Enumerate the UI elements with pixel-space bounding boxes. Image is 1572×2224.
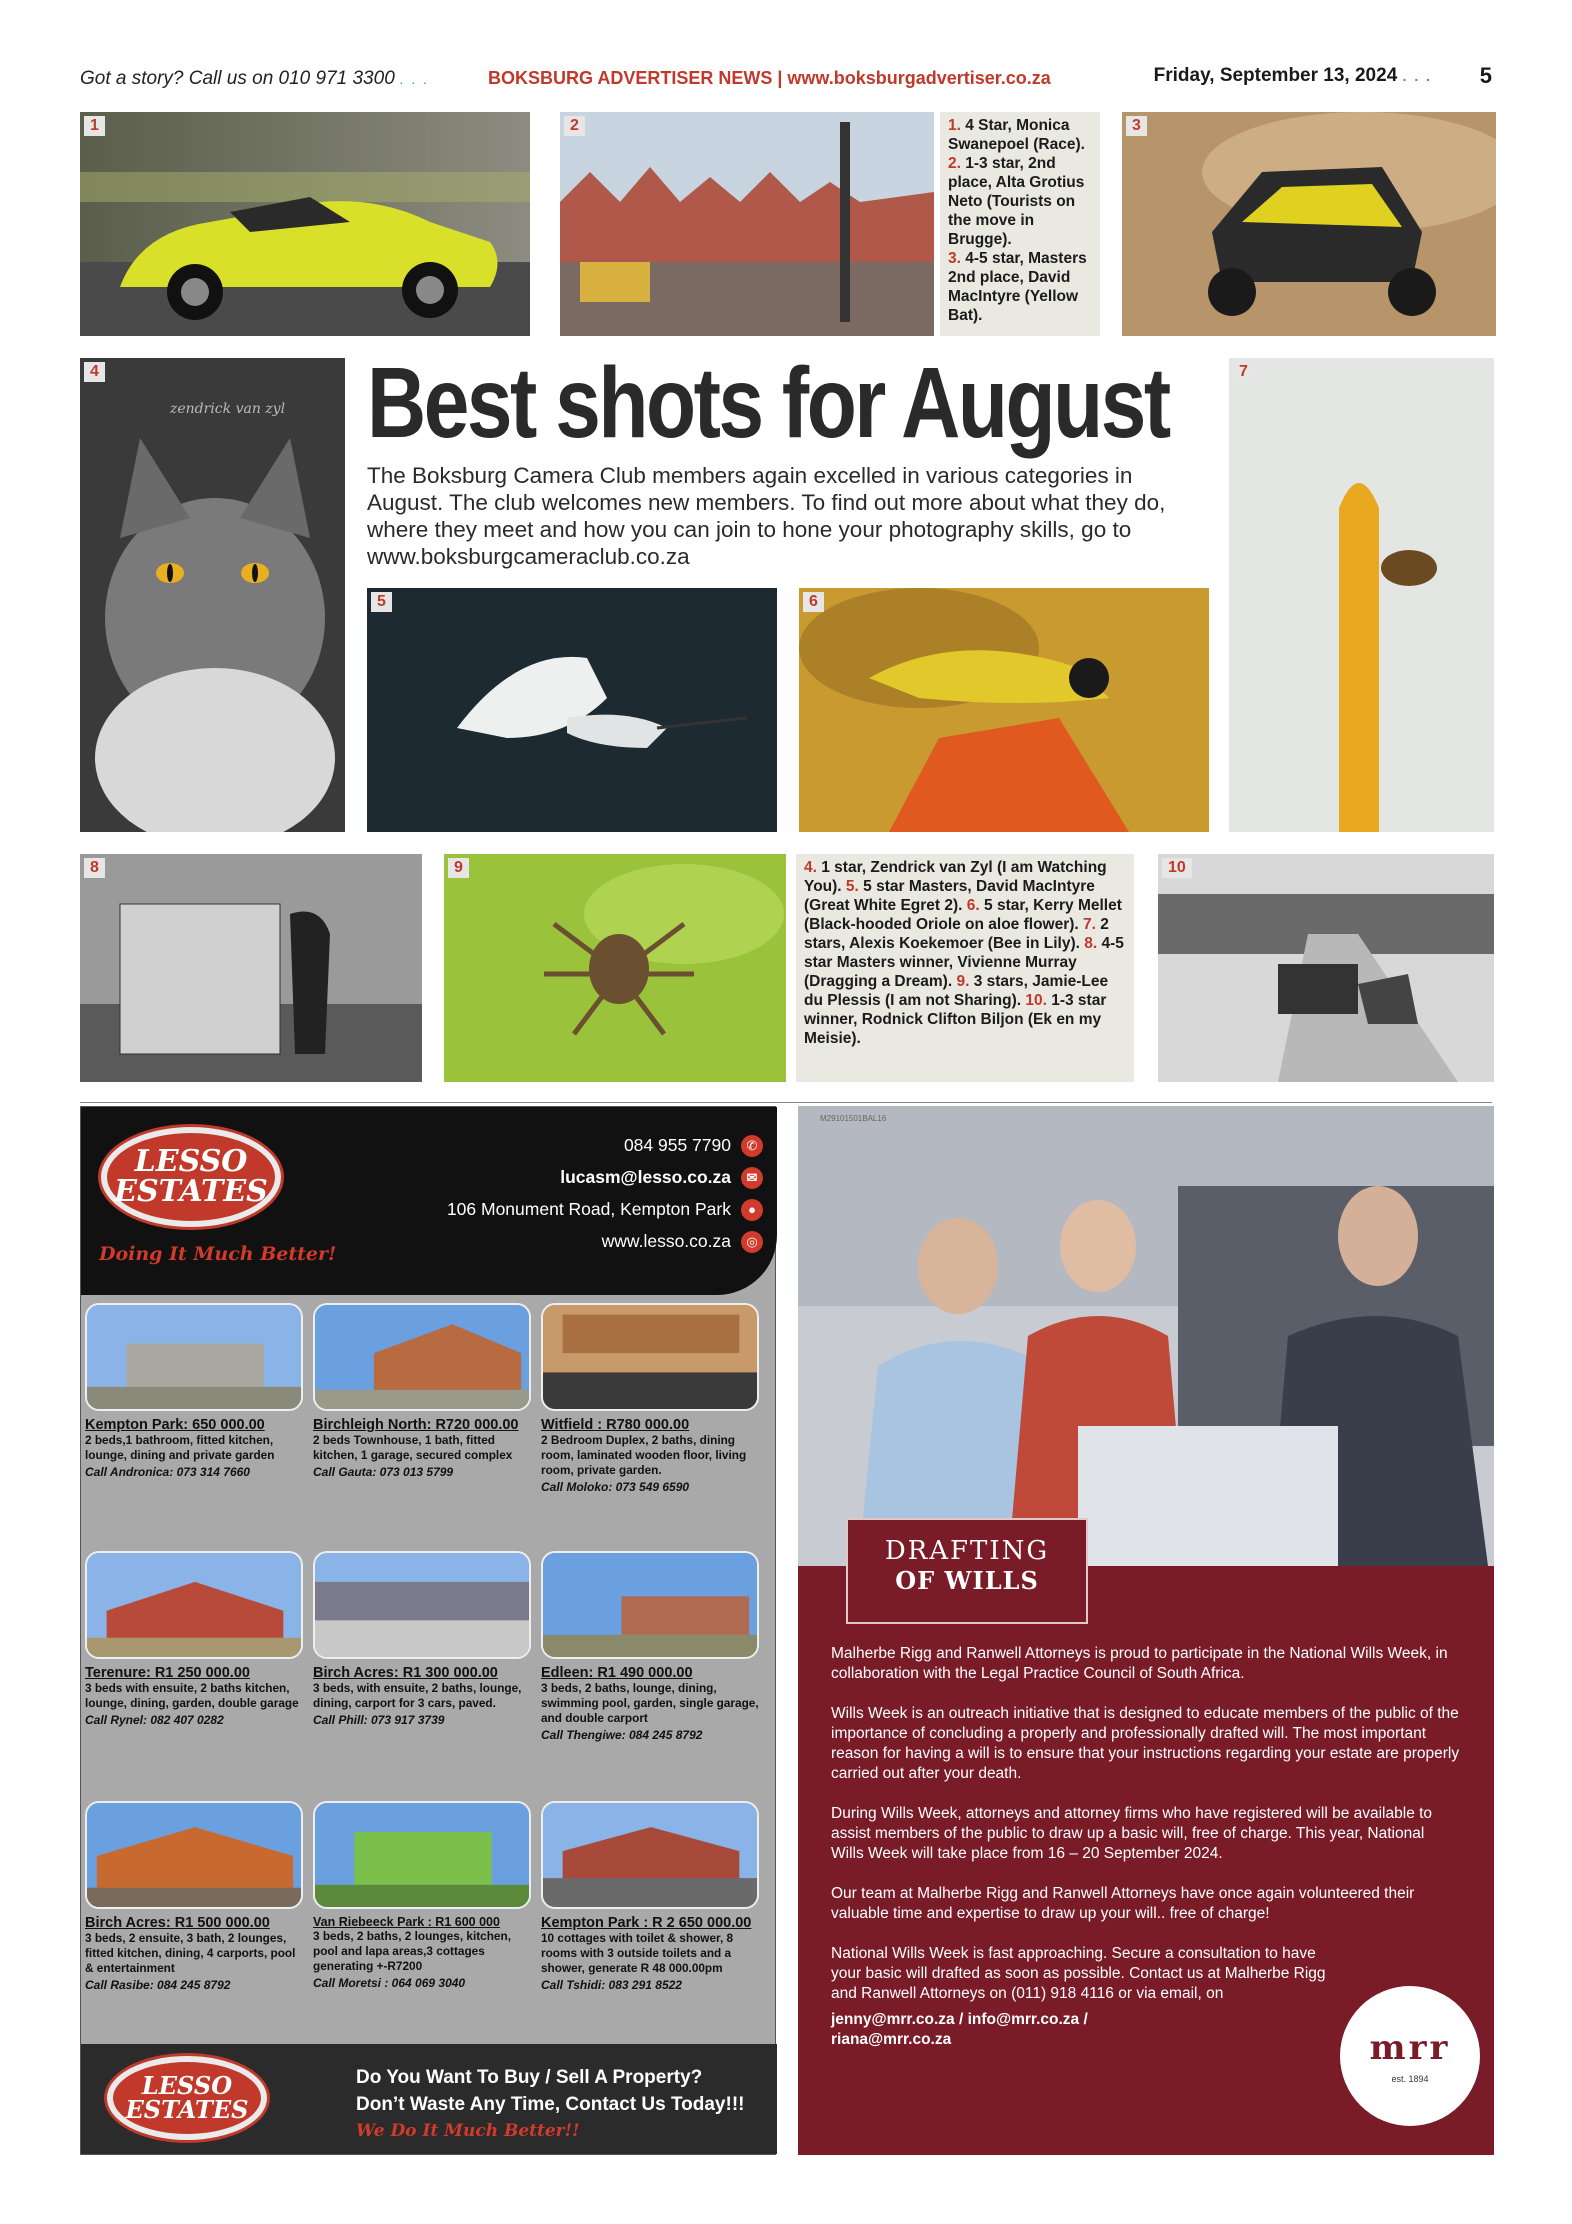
photo-number: 10 [1162,858,1192,878]
photo-oriole [799,588,1209,832]
property-photo [541,1303,759,1411]
photo-yellow-bat [1122,112,1496,336]
photo-bee-lily [1229,358,1494,832]
lesso-ad-header [81,1107,777,1295]
lesso-ad-footer [81,2044,777,2154]
wills-ad-body: Malherbe Rigg and Ranwell Attorneys is proud to participate in the National Wills Week, in collaboration with the Legal Practice Council of South Africa. Wills Week is an outreach initiative that is designed to educate members of the public of the importance of concluding a properly and professionally drafted will. The most important reason for having a will is to ensure that your instructions regarding your estate are properly carried out after your death. During Wills Week, attorneys and attorney firms who have registered will be available to assist members of the public to draw up a basic will, free of charge. This year, National Wills Week will take place from 16 – 20 September 2024. Our team at Malherbe Rigg and Ranwell Attorneys have once again volunteered their valuable time and expertise to draw up your will.. free of charge! National Wills Week is fast approaching. Secure a consultation to have your basic will drafted as soon as possible. Contact us at Malherbe Rigg and Ranwell Attorneys on (011) 918 4116 or via email, on jenny@mrr.co.za / info@mrr.co.za / riana@mrr.co.za [831,1645,1460,2048]
page-number: 5 [1479,63,1492,88]
property-listing[interactable]: Birch Acres: R1 300 000.00 3 beds, with ensuite, 2 baths, lounge, dining, carport for 3 cars, paved. Call Phill: 073 917 3739 [313,1551,535,1727]
drafting-wills-title: DRAFTING OF WILLS [846,1518,1088,1624]
issue-date: Friday, September 13, 2024 . . . [1153,65,1432,86]
photo-number: 7 [1233,362,1254,382]
property-listing[interactable]: Kempton Park: 650 000.00 2 beds,1 bathroom, fitted kitchen, lounge, dining and private garden Call Andronica: 073 314 7660 [85,1303,307,1479]
photo-race-car [80,112,530,336]
article-headline: Best shots for August [367,347,1169,459]
photo-cat [80,358,345,832]
property-listing[interactable]: Edleen: R1 490 000.00 3 beds, 2 baths, lounge, dining, swimming pool, garden, single garage, and double carport Call Thengiwe: 084 245 8792 [541,1551,763,1742]
property-photo [313,1303,531,1411]
lesso-logo: LESSO ESTATES [101,1127,281,1227]
property-photo [541,1551,759,1659]
photo-donkey-cart [1158,854,1494,1082]
photo-number: 3 [1126,116,1147,136]
photo-watermark: zendrick van zyl [170,401,286,417]
caption-top: 1. 4 Star, Monica Swanepoel (Race). 2. 1-3 star, 2nd place, Alta Grotius Neto (Tourists on the move in Brugge). 3. 4-5 star, Masters 2nd place, David MacIntyre (Yellow Bat). [940,112,1100,336]
section-divider [80,1102,1492,1103]
property-listing[interactable]: Witfield : R780 000.00 2 Bedroom Duplex, 2 baths, dining room, laminated wooden floor, living room, private garden. Call Moloko: 073 549 6590 [541,1303,763,1494]
lesso-estates-ad [80,1106,776,2155]
caption-bottom: 4. 1 star, Zendrick van Zyl (I am Watching You). 5. 5 star Masters, David MacIntyre (Great White Egret 2). 6. 5 star, Kerry Mellet (Black-hooded Oriole on aloe flower). 7. 2 stars, Alexis Koekemoer (Bee in Lily). 8. 4-5 star Masters winner, Vivienne Murray (Dragging a Dream). 9. 3 stars, Jamie-Lee du Plessis (I am not Sharing). 10. 1-3 star winner, Rodnick Clifton Biljon (Ek en my Meisie). [796,854,1134,1082]
photo-egret [367,588,777,832]
property-photo [85,1551,303,1659]
story-tagline: Got a story? Call us on 010 971 3300 . . . [80,68,430,89]
page-header [80,60,1492,100]
property-photo [541,1801,759,1909]
property-photo [313,1801,531,1909]
photo-number: 5 [371,592,392,612]
photo-spider [444,854,786,1082]
mail-icon: ✉ [741,1167,763,1189]
lesso-call-to-action: Do You Want To Buy / Sell A Property? Don’t Waste Any Time, Contact Us Today!!! We Do It Much Better!! [356,2067,745,2141]
mrr-logo: mrr est. 1894 [1340,1986,1480,2126]
photo-dragging-dream [80,854,422,1082]
photo-number: 2 [564,116,585,136]
photo-number: 6 [803,592,824,612]
contact-address: 106 Monument Road, Kempton Park ● [447,1199,763,1221]
consultation-photo [798,1106,1494,1566]
property-listing[interactable]: Van Riebeeck Park : R1 600 000 3 beds, 2 baths, 2 lounges, kitchen, pool and lapa areas,3 cottages generating +-R7200 Call Moretsi : 064 069 3040 [313,1801,535,1990]
phone-icon: ✆ [741,1135,763,1157]
lesso-logo: LESSO ESTATES [107,2056,267,2140]
paper-name[interactable]: BOKSBURG ADVERTISER NEWS | www.boksburgadvertiser.co.za [488,68,1051,88]
photo-number: 8 [84,858,105,878]
property-photo [85,1303,303,1411]
photo-number: 9 [448,858,469,878]
globe-icon: ◎ [741,1231,763,1253]
contact-emails[interactable]: jenny@mrr.co.za / info@mrr.co.za / riana@mrr.co.za [831,2011,1088,2048]
drafting-wills-ad [798,1106,1494,2155]
contact-phone[interactable]: 084 955 7790 ✆ [624,1135,763,1157]
location-pin-icon: ● [741,1199,763,1221]
property-listing[interactable]: Terenure: R1 250 000.00 3 beds with ensuite, 2 baths kitchen, lounge, dining, garden, double garage Call Rynel: 082 407 0282 [85,1551,307,1727]
ad-reference-code: M29101501BAL16 [820,1114,887,1123]
contact-website[interactable]: www.lesso.co.za ◎ [602,1231,763,1253]
property-photo [85,1801,303,1909]
property-photo [313,1551,531,1659]
property-listing[interactable]: Kempton Park : R 2 650 000.00 10 cottages with toilet & shower, 8 rooms with 3 outside toilets and a shower, generate R 48 000.00pm Call Tshidi: 083 291 8522 [541,1801,763,1992]
photo-number: 4 [84,362,105,382]
property-listing[interactable]: Birch Acres: R1 500 000.00 3 beds, 2 ensuite, 3 bath, 2 lounges, fitted kitchen, dining, 4 carports, pool & entertainment Call Rasibe: 084 245 8792 [85,1801,307,1992]
photo-brugge [560,112,934,336]
article-intro: The Boksburg Camera Club members again excelled in various categories in August. The club welcomes new members. To find out more about what they do, where they meet and how you can join to hone your photography skills, go to www.boksburgcameraclub.co.za [367,463,1166,569]
lesso-slogan: Doing It Much Better! [99,1243,337,1265]
photo-number: 1 [84,116,105,136]
property-listing[interactable]: Birchleigh North: R720 000.00 2 beds Townhouse, 1 bath, fitted kitchen, 1 garage, secured complex Call Gauta: 073 013 5799 [313,1303,535,1479]
contact-email[interactable]: lucasm@lesso.co.za ✉ [560,1167,763,1189]
